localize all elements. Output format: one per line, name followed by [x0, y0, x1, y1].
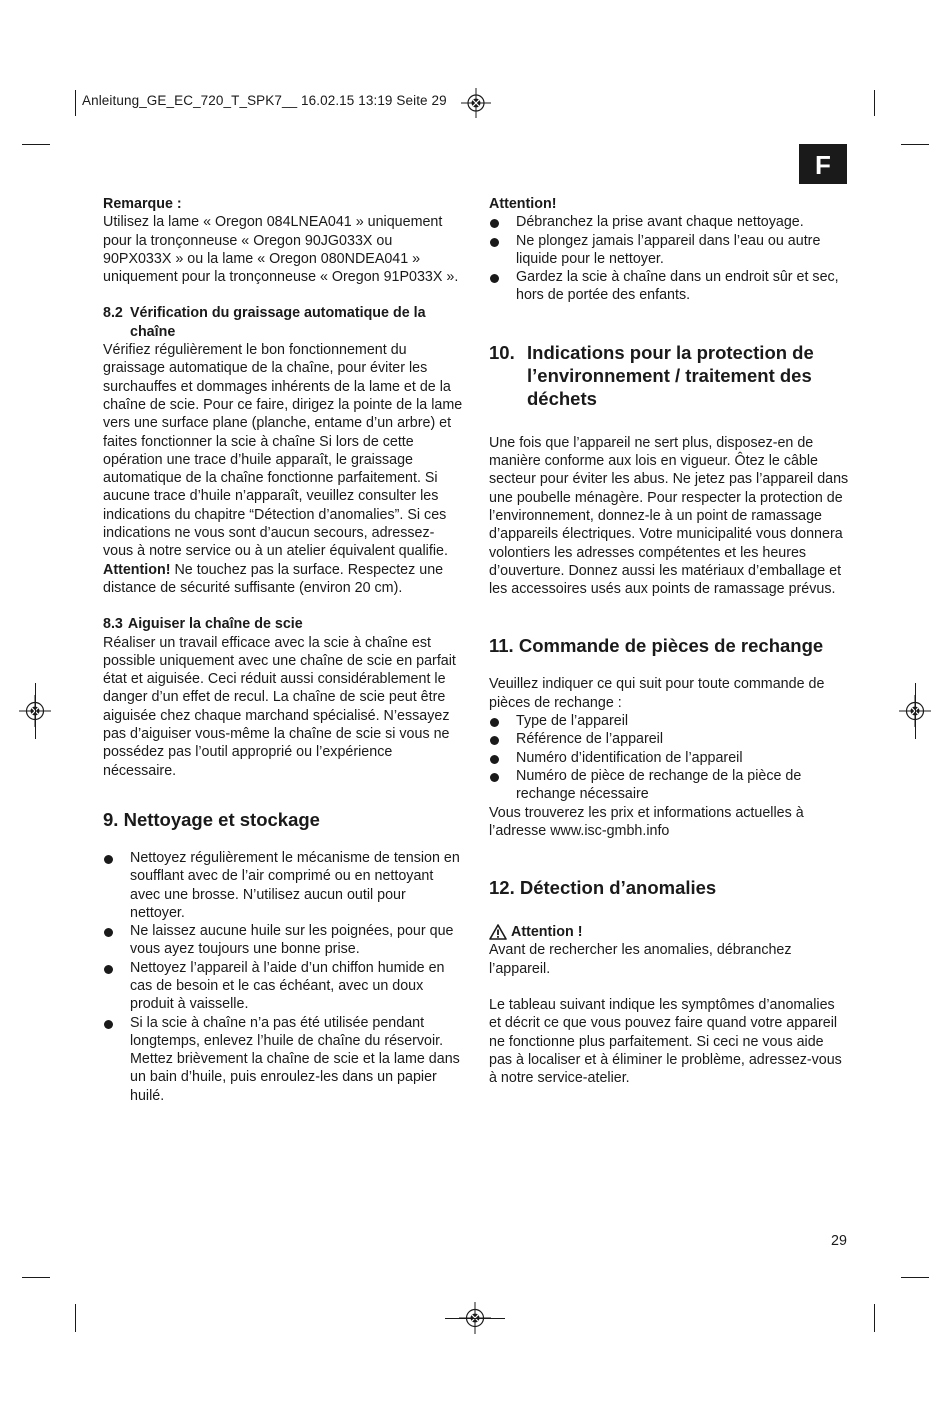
section-number: 9. [103, 808, 119, 830]
list-item: Gardez la scie à chaîne dans un endroit sûr et sec, hors de portée des enfants. [489, 268, 849, 305]
section-title: Détection d’anomalies [519, 877, 717, 899]
list-item: Ne plongez jamais l’appareil dans l’eau ou autre liquide pour le nettoyer. [489, 232, 849, 269]
crop-mark [901, 144, 929, 145]
section-8-2-heading [103, 304, 463, 341]
section-title: Commande de pièces de rechange [518, 635, 824, 657]
list-item: Débranchez la prise avant chaque nettoyage. [489, 213, 849, 231]
section-number: 8.3 [103, 616, 123, 633]
section-title: Vérification du graissage automatique de la chaîne [130, 305, 426, 340]
attention-label: Attention! [103, 561, 171, 578]
section-title: Nettoyage et stockage [123, 808, 320, 830]
attention-title: Attention! [489, 196, 557, 212]
list-item: Numéro de pièce de rechange de la pièce de rechange nécessaire [489, 767, 849, 804]
section-title: Indications pour la protection de l’environnement / traitement des déchets [527, 341, 814, 409]
crop-mark [901, 1277, 929, 1278]
section-11-outro: Vous trouverez les prix et informations actuelles à l’adresse www.isc-gmbh.info [489, 804, 804, 839]
crop-mark [22, 144, 50, 145]
crop-mark [75, 90, 76, 116]
section-number: 8.2 [103, 305, 123, 322]
section-11-intro: Veuillez indiquer ce qui suit pour toute commande de pièces de rechange : [489, 676, 825, 711]
section-10-heading [489, 341, 849, 410]
section-8-2-attention [103, 561, 463, 598]
page-number: 29 [831, 1233, 847, 1249]
section-number: 11. [489, 635, 514, 657]
crop-mark [445, 1318, 505, 1319]
crop-mark [915, 683, 916, 739]
parts-list [489, 712, 849, 803]
attention-text: Ne touchez pas la surface. Respectez une distance de sécurité suffisante (environ 20 cm). [103, 561, 444, 596]
language-badge: F [799, 144, 847, 184]
crop-mark [22, 1277, 50, 1278]
registration-mark-icon [461, 88, 491, 118]
list-item: Nettoyez régulièrement le mécanisme de tension en soufflant avec de l’air comprimé ou en nettoyant avec une brosse. N’utilisez aucun outil pour nettoyer. [103, 849, 463, 922]
crop-mark [874, 90, 875, 116]
attention-label: Attention ! [511, 924, 583, 941]
section-12-attention-text: Avant de rechercher les anomalies, débranchez l’appareil. [489, 942, 792, 977]
list-item: Numéro d’identification de l’appareil [489, 749, 849, 767]
crop-mark [35, 683, 36, 739]
list-item: Si la scie à chaîne n’a pas été utilisée pendant longtemps, enlevez l’huile de chaîne du réservoir. Mettez brièvement la chaîne de scie et la lame dans un bain d’huile, puis enroulez-les dans un papier huilé. [103, 1014, 463, 1105]
section-12-heading [489, 876, 849, 899]
section-title: Aiguiser la chaîne de scie [127, 616, 303, 633]
attention-list [489, 213, 849, 304]
crop-mark [75, 1304, 76, 1332]
section-12-body: Le tableau suivant indique les symptômes d’anomalies et décrit ce que vous pouvez faire quand votre appareil ne fonctionne plus parfaitement. Si ceci ne vous aide pas à localiser et à éliminer le problème, adressez-vous à notre service-atelier. [489, 997, 842, 1087]
section-8-3-heading [103, 615, 463, 633]
list-item: Nettoyez l’appareil à l’aide d’un chiffon humide en cas de besoin et le cas échéant, avec un doux produit à vaisselle. [103, 959, 463, 1014]
section-11-heading [489, 634, 849, 657]
section-9-heading [103, 808, 463, 831]
cleaning-list [103, 849, 463, 1105]
right-column [489, 195, 849, 1088]
print-header: Anleitung_GE_EC_720_T_SPK7__ 16.02.15 13:19 Seite 29 [82, 93, 447, 108]
section-number: 12. [489, 877, 515, 899]
remark-title: Remarque : [103, 196, 182, 212]
section-8-2-body: Vérifiez régulièrement le bon fonctionnement du graissage automatique de la chaîne, pour éviter les surchauffes et dommages inhérents de la lame et de la chaîne de scie. Pour ce faire, dirigez la pointe de la lame vers une surface plane (planche, entame d’un arbre) et faites fonctionner la scie à chaîne Si lors de cette opération une trace d’huile apparaît, le graissage automatique de la chaîne fonctionne parfaitement. Si aucune trace d’huile n’apparaît, veuillez consulter les indications du chapitre “Détection d’anomalies”. Si ces indications ne vous sont d’aucun secours, adressez-vous à notre service ou à un atelier équivalent qualifie. [103, 342, 463, 560]
section-8-3-body: Réaliser un travail efficace avec la scie à chaîne est possible uniquement avec une chaîne de scie en parfait état et aiguisée. Ceci réduit aussi considérablement le danger d’un effet de recul. La chaîne de scie peut être aiguisée chez chaque marchand spécialisé. N’essayez pas d’aiguiser vous-même la chaîne de scie si vous ne possédez pas l’outil approprié ou l’expérience nécessaire. [103, 634, 456, 779]
warning-icon [489, 924, 507, 940]
remark-body: Utilisez la lame « Oregon 084LNEA041 » uniquement pour la tronçonneuse « Oregon 90JG033X ou 90PX033X » ou la lame « Oregon 080NDEA041 » uniquement pour la tronçonneuse « Oregon 91P033X ». [103, 214, 459, 286]
section-10-body: Une fois que l’appareil ne sert plus, disposez-en de manière conforme aux lois en vigueur. Ôtez le câble secteur pour éviter les abus. Ne jetez pas l’appareil dans une poubelle ménagère. Pour respecter la protection de l’environnement, donnez-le à un point de ramassage d’appareils électriques. Votre municipalité vous donnera volontiers les adresses compétentes et les heures d’ouverture. Donnez aussi les matériaux d’emballage et les accessoires usés aux points de ramassage prévus. [489, 434, 849, 598]
left-column [103, 195, 463, 1105]
attention-row [489, 923, 849, 941]
crop-mark [874, 1304, 875, 1332]
section-number: 10. [489, 341, 515, 363]
list-item: Type de l’appareil [489, 712, 849, 730]
list-item: Référence de l’appareil [489, 730, 849, 748]
list-item: Ne laissez aucune huile sur les poignées, pour que vous ayez toujours une bonne prise. [103, 922, 463, 959]
